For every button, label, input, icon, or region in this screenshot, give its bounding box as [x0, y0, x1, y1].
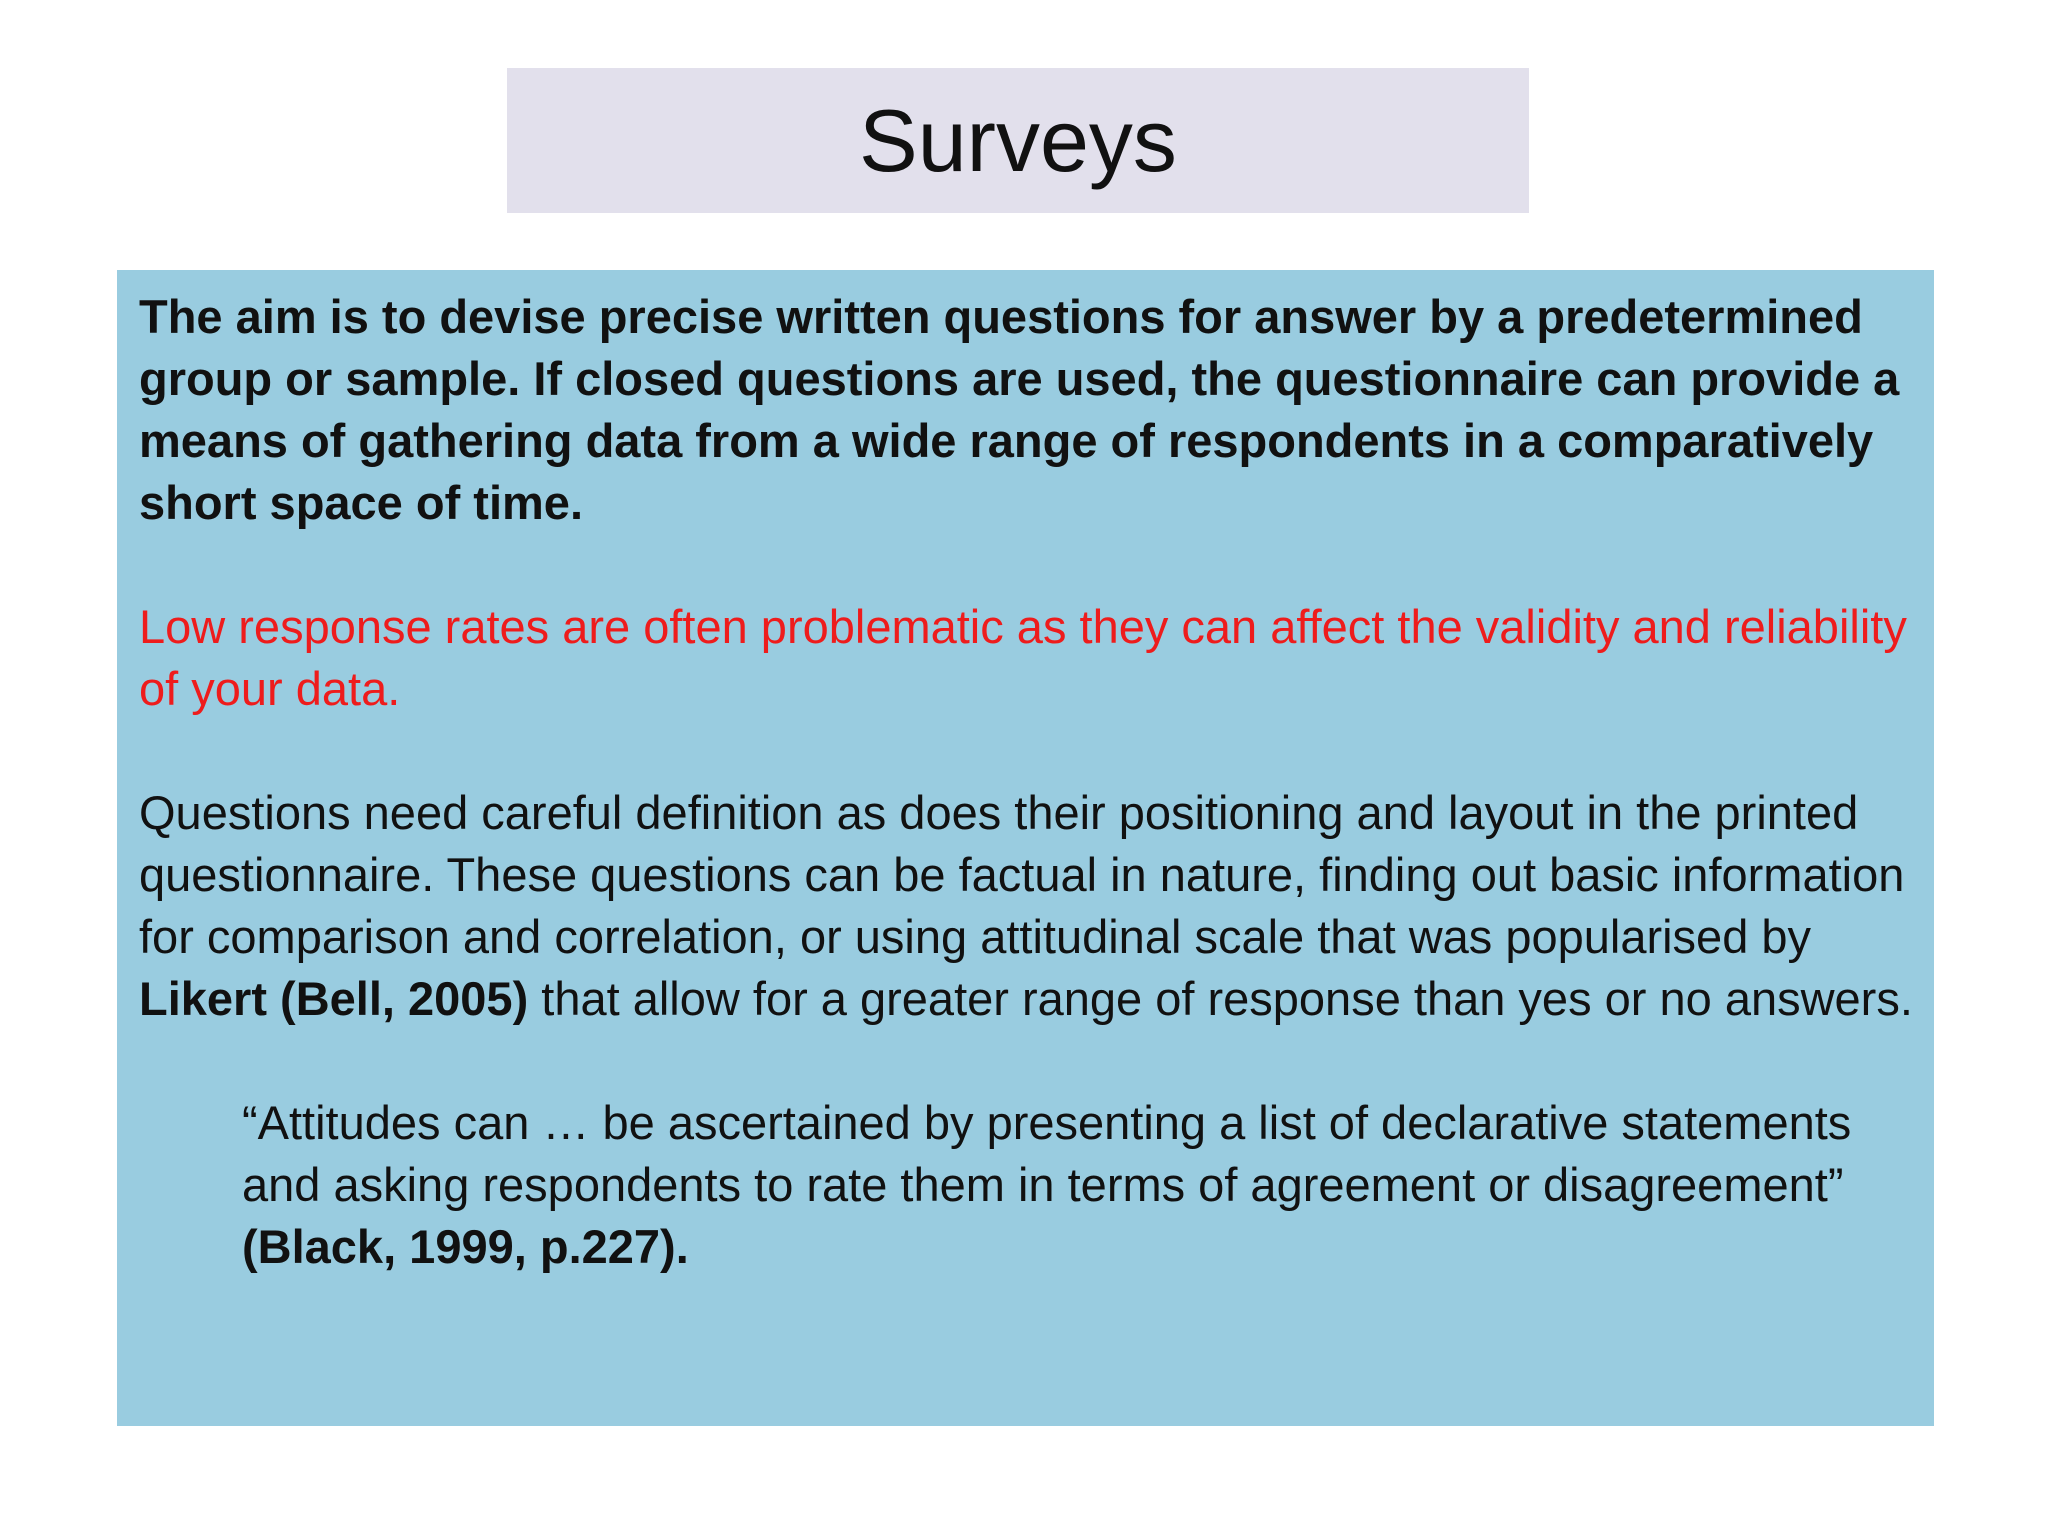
- spacer: [139, 720, 1912, 782]
- slide-title: Surveys: [859, 90, 1177, 190]
- black-citation: (Black, 1999, p.227).: [242, 1220, 689, 1273]
- aim-paragraph: The aim is to devise precise written questions for answer by a predetermined group or sample. If closed questions are used, the questionnaire can provide a means of gathering data from a wide range of respondents in a comparatively short space of time.: [139, 290, 1900, 529]
- questions-paragraph-text-end: that allow for a greater range of response than yes or no answers.: [528, 972, 1913, 1025]
- response-rate-paragraph: Low response rates are often problematic as they can affect the validity and reliability of your data.: [139, 600, 1907, 715]
- black-quote: [242, 1092, 1942, 1278]
- questions-paragraph-text: Questions need careful definition as does their positioning and layout in the printed questionnaire. These questions can be factual in nature, finding out basic information for comparison and correlation, or using attitudinal scale that was popularised by: [139, 786, 1905, 963]
- likert-citation: Likert (Bell, 2005): [139, 972, 529, 1025]
- quote-text: “Attitudes can … be ascertained by presenting a list of declarative statements and asking respondents to rate them in terms of agreement or disagreement”: [242, 1096, 1852, 1211]
- slide-title-box: [507, 68, 1529, 213]
- spacer: [139, 1030, 1912, 1092]
- content-panel: [117, 270, 1934, 1426]
- spacer: [139, 534, 1912, 596]
- questions-paragraph: [139, 782, 1929, 1030]
